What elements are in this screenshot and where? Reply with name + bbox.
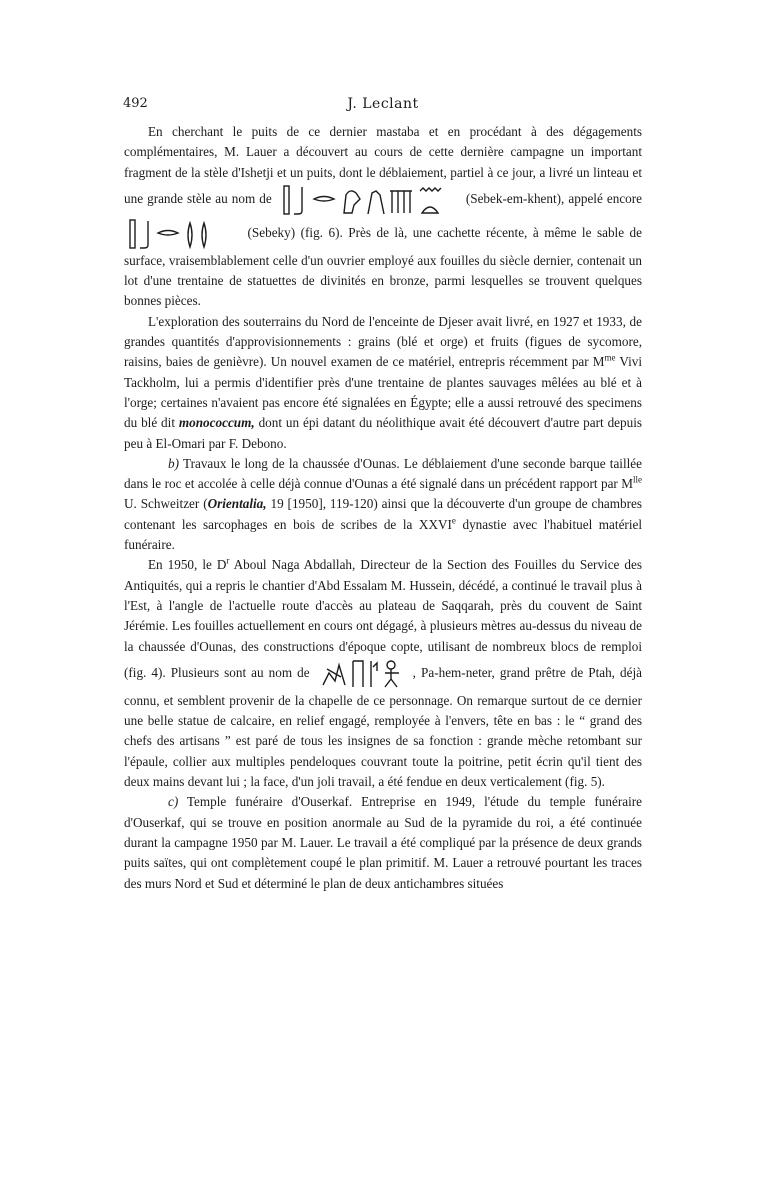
paragraph-3-text-d: dynastie avec l'habituel matériel funéraire.	[124, 516, 643, 553]
superscript-e: e	[451, 515, 456, 526]
section-label-c: c)	[168, 794, 179, 810]
italic-monococcum: monococcum,	[178, 415, 255, 431]
superscript-me: me	[604, 352, 616, 363]
paragraph-2	[124, 312, 642, 454]
paragraph-3-text-b: U. Schweitzer (	[124, 496, 208, 512]
paragraph-5-text-a: Temple funéraire d'Ouserkaf. Entreprise en 1949, l'étude du temple funéraire d'Ouserkaf, qui se trouve en position anormale au Sud de la pyramide du roi, a été continuée durant la campagne 1950 par M. Lauer. Le travail a été compliqué par la présence de deux grands puits saïtes, qui ont complètement coupé le plan primitif. M. Lauer a retrouvé pourtant les traces des murs Nord et Sud et déterminé le plan de deux antichambres situées	[124, 794, 642, 891]
paragraph-1-text-c: (Sebeky) (fig. 6). Près de là, une cachette récente, à même le sable de surface, vraisemblablement celle d'un ouvrier employé aux fouilles du siècle dernier, contenait un lot d'une trentaine de statuettes de divinités en bronze, parmi lesquelles se trouvent quelques bonnes pièces.	[124, 224, 643, 309]
running-title: J. Leclant	[347, 96, 419, 112]
italic-orientalia: Orientalia,	[207, 496, 267, 512]
page-number: 492	[123, 96, 148, 111]
paragraph-4	[124, 555, 642, 792]
page-header	[123, 96, 643, 118]
paragraph-4-text-c: , Pa-hem-neter, grand prêtre de Ptah, déjà connu, et semblent provenir de la chapelle de ce personnage. On remarque surtout de ce dernier une belle statue de calcaire, en relief engagé, remployée à l'envers, tête en bas : le “ grand des chefs des artisans ” est paré de tous les insignes de sa fonction : grande mèche retombant sur l'épaule, collier aux multiples pendeloques couvrant toute la poitrine, petit écrin qu'il tient des deux mains devant lui ; la face, d'un joli travail, a été fendue en deux verticalement (fig. 5).	[124, 664, 642, 790]
paragraph-3-text-c: 19 [1950], 119-120) ainsi que la découverte d'un groupe de chambres contenant les sarcophages en bois de scribes de la XXVI	[124, 496, 643, 532]
paragraph-1-text-b: (Sebek-em-khent), appelé encore	[465, 190, 643, 206]
paragraph-4-text-b: Aboul Naga Abdallah, Directeur de la Section des Fouilles du Service des Antiquités, qui a repris le chantier d'Abd Essalam M. Hussein, décédé, a continué le travail plus à l'Est, à l'angle de l'actuelle route d'accès au plateau de Saqqarah, près du couvent de Saint Jérémie. Les fouilles actuellement en cours ont dégagé, à plusieurs mètres au-dessus du niveau de la chaussée d'Ounas, des constructions d'époque copte, utilisant de nombreux blocs de remploi (fig. 4). Plusieurs sont au nom de	[124, 557, 642, 680]
paragraph-1-text-a: En cherchant le puits de ce dernier mastaba et en procédant à des dégagements complémentaires, M. Lauer a découvert au cours de cette dernière campagne un important fragment de la stèle d'Ishetji et un puits, dont le déblaiement, partiel à ce jour, a livré un linteau et une grande stèle au nom de	[124, 124, 642, 206]
superscript-r: r	[226, 555, 230, 566]
hieroglyph-sebek-em-khent-icon	[280, 183, 458, 217]
paragraph-2-text-b: Vivi Tackholm, lui a permis d'identifier près d'une trentaine de plantes sauvages mêlées au blé et à l'orge; certaines n'avaient pas encore été signalées en Égypte; elle a aussi retrouvé des specimens du blé dit	[124, 354, 642, 431]
superscript-lle: lle	[633, 474, 642, 485]
paragraph-3-text-a: Travaux le long de la chaussée d'Ounas. Le déblaiement d'une seconde barque taillée dans le roc et accolée à celle déjà connue d'Ounas a été signalé dans un précédent rapport par M	[124, 455, 642, 492]
hieroglyph-pa-hem-neter-icon	[319, 657, 409, 691]
hieroglyph-sebeky-icon	[128, 217, 238, 251]
paragraph-2-text-a: L'exploration des souterrains du Nord de l'enceinte de Djeser avait livré, en 1927 et 1933, de grandes quantités d'approvisionnements : grains (blé et orge) et fruits (figues de sycomore, raisins, baies de genièvre). Un nouvel examen de ce matériel, entrepris récemment par M	[124, 313, 642, 370]
section-label-b: b)	[168, 455, 179, 471]
paragraph-2-text-c: dont un épi datant du néolithique avait été découvert d'autre part depuis peu à El-Omari par F. Debono.	[124, 415, 642, 451]
paragraph-3	[124, 454, 642, 555]
paragraph-4-text-a: En 1950, le D	[148, 557, 227, 573]
paragraph-1	[124, 122, 642, 312]
body-text	[124, 122, 642, 894]
paragraph-5	[124, 792, 642, 893]
